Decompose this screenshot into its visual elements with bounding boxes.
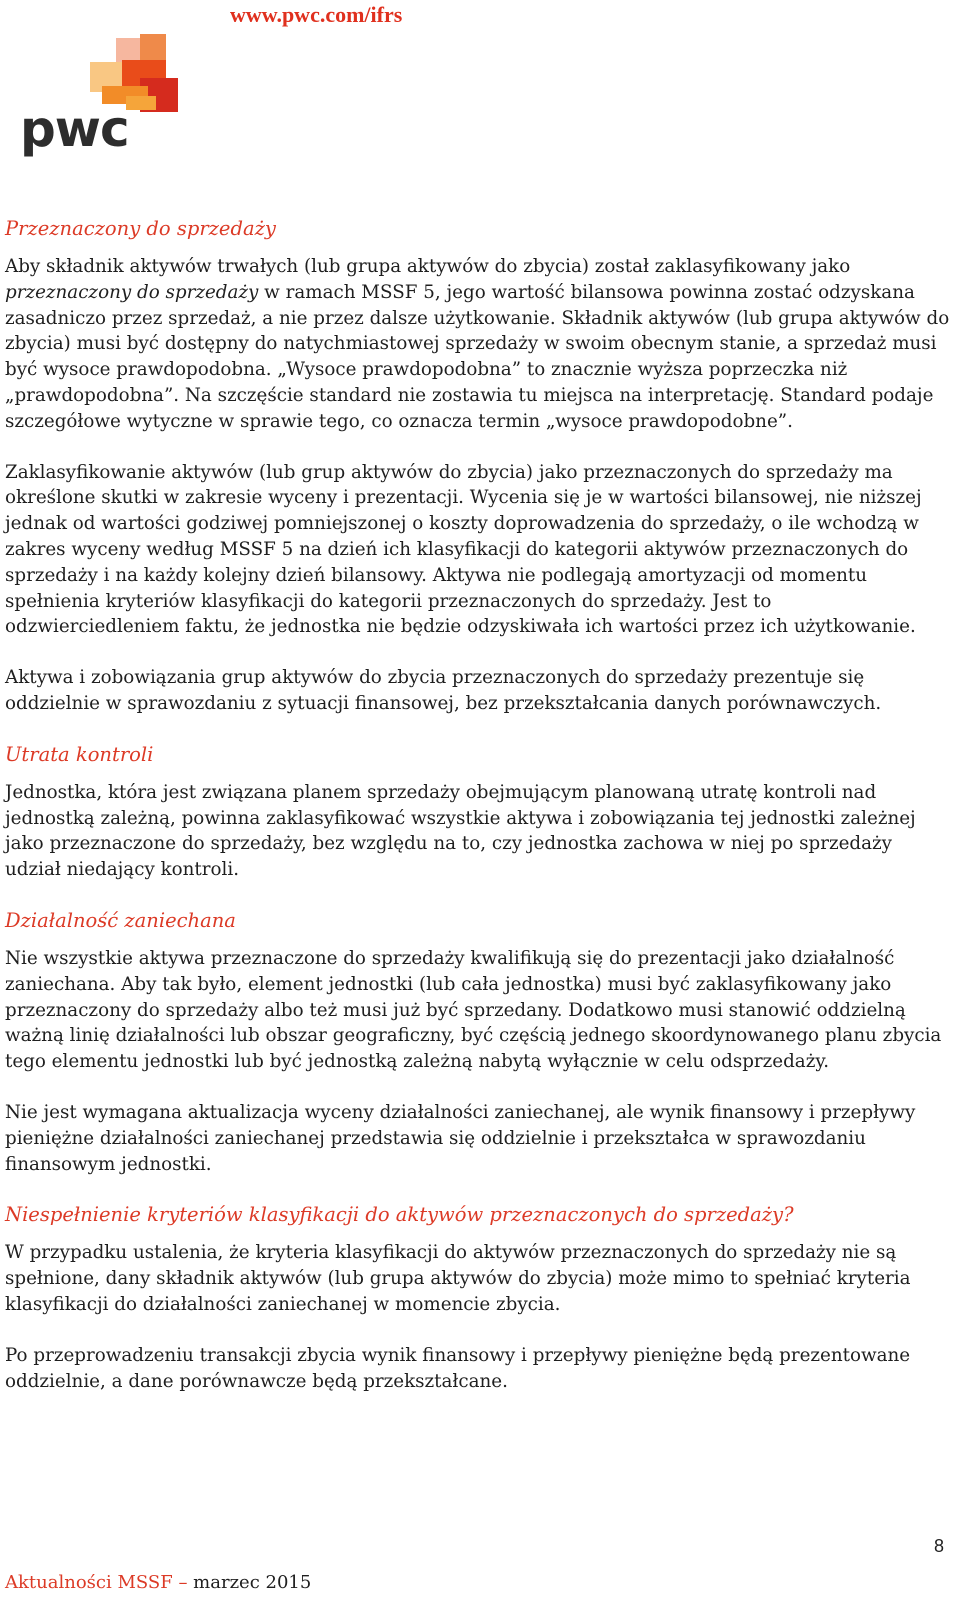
section-heading: Przeznaczony do sprzedaży xyxy=(5,217,276,240)
body-paragraph: Jednostka, która jest związana planem sprzedaży obejmującym planowaną utratę kontroli nad jednostką zależną, powinna zaklasyfikować wszystkie aktywa i zobowiązania tej jednostki zależnej jako przeznaczone do sprzedaży, bez względu na to, czy jednostka zachowa w niej po sprzedaży udział niedający kontroli. xyxy=(5,781,916,881)
section-heading: Działalność zaniechana xyxy=(5,908,236,932)
body-paragraph: Zaklasyfikowanie aktywów (lub grup aktywów do zbycia) jako przeznaczonych do sprzedaży ma określone skutki w zakresie wyceny i prezentacji. Wycenia się je w wartości bilansowej, nie niższej jednak od wartości godziwej pomniejszonej o koszty doprowadzenia do sprzedaży, o ile wchodzą w zakres wyceny według MSSF 5 na dzień ich klasyfikacji do kategorii aktywów przeznaczonych do sprzedaży i na każdy kolejny dzień bilansowy. Aktywa nie podlegają amortyzacji od momentu spełnienia kryteriów klasyfikacji do kategorii przeznaczonych do sprzedaży. Jest to odzwierciedleniem faktu, że jednostka nie będzie odzyskiwała ich wartości przez ich użytkowanie. xyxy=(5,461,922,638)
body-paragraph: Nie wszystkie aktywa przeznaczone do sprzedaży kwalifikują się do prezentacji jako działalność zaniechana. Aby tak było, element jednostki (lub cała jednostka) musi być zaklasyfikowany jako przeznaczony do sprzedaży albo też musi już być sprzedany. Dodatkowo musi stanowić oddzielną ważną linię działalności lub obszar geograficzny, być częścią jednego skoordynowanego planu zbycia tego elementu jednostki lub być jednostką zależną nabytą wyłącznie w celu odsprzedaży. xyxy=(5,947,942,1073)
footer-title: Aktualności MSSF xyxy=(5,1572,173,1593)
pwc-logo-text: pwc xyxy=(20,100,129,158)
footer-separator: – xyxy=(172,1572,194,1593)
header-url[interactable]: www.pwc.com/ifrs xyxy=(230,2,403,27)
page-number: 8 xyxy=(933,1536,944,1556)
section-heading: Niespełnienie kryteriów klasyfikacji do aktywów przeznaczonych do sprzedaży? xyxy=(5,1203,794,1227)
section-heading: Utrata kontroli xyxy=(5,742,154,766)
document-body xyxy=(5,216,950,1419)
pwc-logo xyxy=(18,34,188,164)
body-paragraph: Nie jest wymagana aktualizacja wyceny działalności zaniechanej, ale wynik finansowy i przepływy pieniężne działalności zaniechanej przedstawia się oddzielnie i przekształca w sprawozdaniu finansowym jednostki. xyxy=(5,1101,916,1175)
body-paragraph: W przypadku ustalenia, że kryteria klasyfikacji do aktywów przeznaczonych do sprzedaży nie są spełnione, dany składnik aktywów (lub grupa aktywów do zbycia) może mimo to spełniać kryteria klasyfikacji do działalności zaniechanej w momencie zbycia. xyxy=(5,1242,911,1315)
emphasized-term: przeznaczony do sprzedaży xyxy=(5,281,259,303)
body-paragraph: Po przeprowadzeniu transakcji zbycia wynik finansowy i przepływy pieniężne będą prezentowane oddzielnie, a dane porównawcze będą przekształcane. xyxy=(5,1344,911,1392)
footer-date: marzec 2015 xyxy=(193,1572,312,1593)
pwc-logo-mark xyxy=(18,34,188,164)
paragraph-text: Aby składnik aktywów trwałych (lub grupa aktywów do zbycia) został zaklasyfikowany jako xyxy=(5,256,851,277)
body-paragraph xyxy=(5,254,950,435)
footer xyxy=(5,1572,311,1593)
body-paragraph: Aktywa i zobowiązania grup aktywów do zbycia przeznaczonych do sprzedaży prezentuje się oddzielnie w sprawozdaniu z sytuacji finansowej, bez przekształcania danych porównawczych. xyxy=(5,667,882,714)
paragraph-text: w ramach MSSF 5, jego wartość bilansowa powinna zostać odzyskana zasadniczo przez sprzedaż, a nie przez dalsze użytkowanie. Składnik aktywów (lub grupa aktywów do zbycia) musi być dostępny do natychmiastowej sprzedaży w swoim obecnym stanie, a sprzedaż musi być wysoce prawdopodobna. „Wysoce prawdopodobna” to znacznie wyższa poprzeczka niż „prawdopodobna”. Na szczęście standard nie zostawia tu miejsca na interpretację. Standard podaje szczegółowe wytyczne w sprawie tego, co oznacza termin „wysoce prawdopodobne”. xyxy=(5,281,950,432)
